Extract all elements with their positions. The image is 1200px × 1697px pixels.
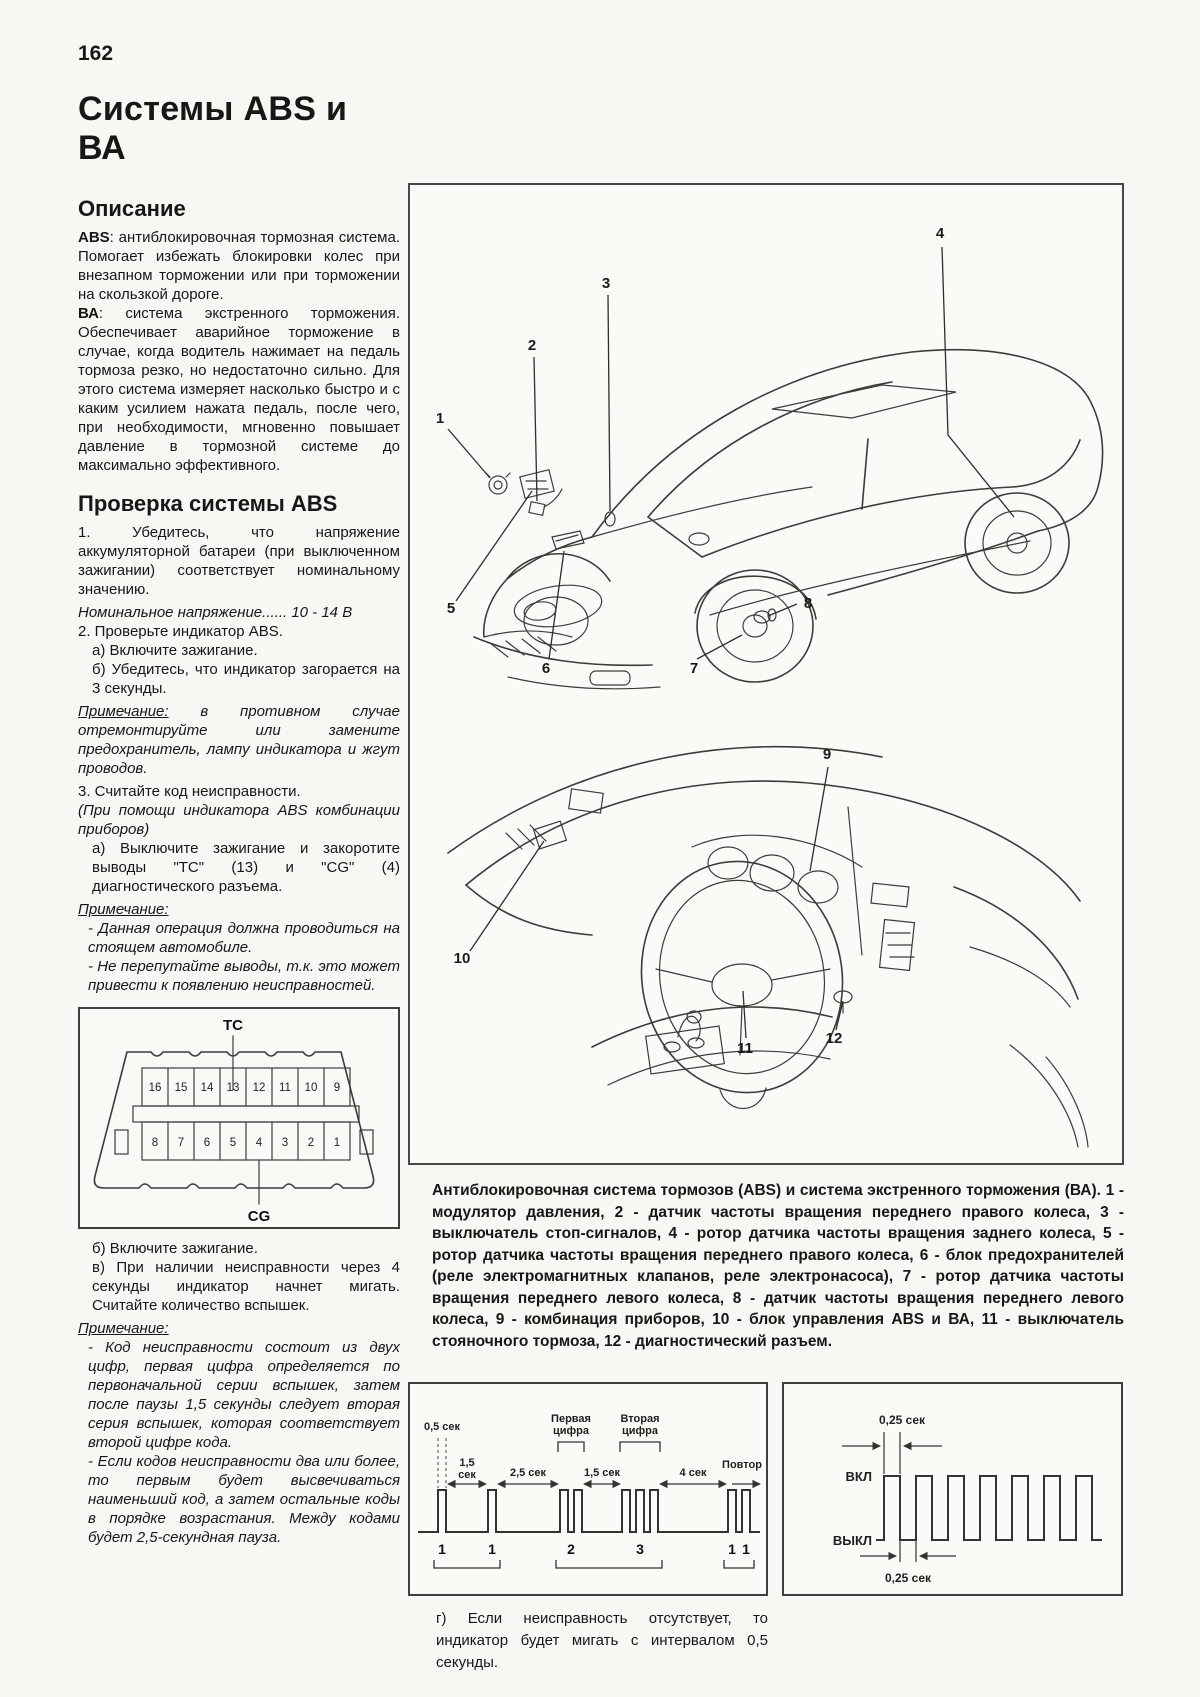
svg-text:9: 9 [822,746,832,763]
svg-text:7: 7 [689,660,699,677]
svg-text:15: 15 [174,1082,188,1094]
pulse-width-guides [438,1438,446,1488]
svg-text:6: 6 [203,1137,211,1149]
connector-outline [94,1052,373,1188]
svg-text:1: 1 [728,1541,736,1557]
left-column [78,42,400,1547]
callout-3 [602,275,610,511]
svg-text:6: 6 [541,660,551,677]
ba-text: : система экстренного торможения. Обеспечивает аварийное торможение в случае, когда водитель нажимает на педаль тормоза резко, но недостаточно сильно. Для этого система измеряет насколько быстро и с каким усилием нажата педаль, после чего, при необходимости, мгновенно повышает давление в тормозной системе до максимально эффективного. [78,305,400,474]
nominal-voltage-line: Номинальное напряжение...... 10 - 14 В [78,604,353,621]
svg-text:1: 1 [438,1541,446,1557]
middle-bar [133,1106,359,1122]
second-digit-bracket [620,1442,660,1452]
svg-text:5: 5 [446,600,456,617]
note-2-heading [78,900,400,919]
note-2-item-2: - Не перепутайте выводы, т.к. это может привести к появлению неисправностей. [88,958,400,994]
callout-4 [936,225,1014,517]
cg-terminal-label: CG [247,1208,271,1225]
callout-5 [447,491,532,617]
svg-text:11: 11 [279,1082,291,1094]
svg-text:1: 1 [488,1541,496,1557]
svg-text:16: 16 [148,1082,162,1094]
svg-text:2: 2 [567,1541,575,1557]
svg-text:4: 4 [935,225,945,242]
first-digit-label-1: Первая [551,1413,591,1425]
top-interval-guides [884,1432,900,1474]
note-3-item-1: - Код неисправности состоит из двух цифр, первая цифра определяется по первоначальной серии вспышек, затем после паузы 1,5 секунды следует вторая серия вспышек, которая соответствует второй цифре кода. [88,1339,400,1451]
description-ba-paragraph [78,304,400,475]
check-step3c: в) При наличии неисправности через 4 секунды индикатор начнет мигать. Считайте количество вспышек. [92,1259,400,1314]
interval-bottom-label: 0,25 сек [884,1571,932,1585]
repeat-gap-label: 4 сек [679,1467,707,1479]
check-step3b: б) Включите зажигание. [92,1240,258,1257]
code-group-brackets [434,1560,754,1568]
on-label: ВКЛ [845,1469,872,1484]
svg-text:4: 4 [255,1137,263,1149]
repeat-label: Повтор [722,1459,762,1471]
flash-counts [438,1541,750,1557]
check-heading: Проверка системы ABS [78,491,338,516]
callout-1 [436,410,490,478]
svg-text:8: 8 [151,1137,159,1149]
svg-text:2: 2 [527,337,537,354]
svg-text:3: 3 [281,1137,289,1149]
off-label: ВЫКЛ [832,1533,872,1548]
bottom-pin-dividers [168,1122,324,1160]
check-step2b: б) Убедитесь, что индикатор загорается на 3 секунды. [92,661,400,697]
top-pin-dividers [168,1068,324,1106]
svg-text:2: 2 [307,1137,315,1149]
abs-components-figure [408,183,1124,1165]
check-step2: 2. Проверьте индикатор ABS. [78,623,283,640]
check-step3-method: (При помощи индикатора ABS комбинации приборов) [78,802,400,838]
svg-text:1: 1 [435,410,445,427]
pause25-label: 2,5 сек [509,1467,547,1479]
note-2-item-1: - Данная операция должна проводиться на стоящем автомобиле. [88,920,400,956]
svg-text:14: 14 [200,1082,214,1094]
svg-text:8: 8 [803,595,813,612]
first-digit-label-2: цифра [553,1425,589,1437]
note-1-label: Примечание: [78,703,169,720]
svg-text:9: 9 [333,1082,341,1094]
flash-code-waveform [410,1384,766,1594]
note-3-label: Примечание: [78,1320,169,1337]
svg-text:5: 5 [229,1137,237,1149]
svg-text:12: 12 [825,1030,843,1047]
left-key-slot [115,1130,128,1154]
no-fault-blink-diagram [782,1382,1123,1596]
svg-text:7: 7 [177,1137,185,1149]
tc-terminal-label: TC [223,1017,243,1034]
callout-9 [810,746,831,871]
gap15-label-2: сек [458,1469,476,1481]
car-line-art [474,350,1103,689]
svg-text:1: 1 [333,1137,341,1149]
first-digit-bracket [558,1442,584,1452]
top-pin-numbers [149,1082,341,1094]
check-step3: 3. Считайте код неисправности. [78,783,301,800]
dashboard-line-art [448,747,1088,1147]
diagnostic-connector-figure [78,1007,400,1229]
check-step1: 1. Убедитесь, что напряжение аккумуляторной батареи (при выключенном зажигании) соответствует номинальному значению. [78,524,400,598]
second-digit-label-1: Вторая [620,1413,660,1425]
digit-gap-label: 1,5 сек [583,1467,621,1479]
blink-waveform [876,1476,1102,1540]
ba-term: ВА [78,305,99,322]
second-digit-label-2: цифра [622,1425,658,1437]
page-number: 162 [78,42,114,65]
svg-text:12: 12 [252,1082,266,1094]
abs-term: ABS [78,229,110,246]
svg-text:1: 1 [742,1541,750,1557]
callout-11 [737,991,753,1057]
interval-top-label: 0,25 сек [878,1413,926,1427]
page-title: Системы ABS и ВА [78,90,348,167]
note-1 [78,702,400,778]
check-step3a: а) Выключите зажигание и закоротите выводы "TC" (13) и "CG" (4) диагностического разъема. [92,840,400,895]
note-2-label: Примечание: [78,901,169,918]
description-abs-paragraph [78,228,400,304]
diagnostic-connector-drawing [81,1010,387,1226]
svg-text:3: 3 [636,1541,644,1557]
svg-text:3: 3 [601,275,611,292]
check-step2a: а) Включите зажигание. [92,642,258,659]
no-fault-note: г) Если неисправность отсутствует, то индикатор будет мигать с интервалом 0,5 секунды. [436,1610,768,1671]
svg-text:10: 10 [304,1082,318,1094]
flash-waveform [418,1490,760,1532]
svg-text:13: 13 [226,1082,240,1094]
callout-2 [528,337,537,501]
note-3-item-2: - Если кодов неисправности два или более, то первым будет высвечиваться наименьший код, а затем остальные коды в порядке возрастания. Между кодами будет 2,5-секундная пауза. [88,1453,400,1546]
bottom-interval-guides [900,1540,916,1562]
pulse-width-label: 0,5 сек [423,1421,461,1433]
note-3-heading [78,1319,400,1338]
svg-text:11: 11 [737,1040,753,1057]
svg-text:10: 10 [453,950,471,967]
flash-code-diagram [408,1382,768,1596]
no-fault-waveform [784,1384,1121,1594]
description-heading: Описание [78,196,186,221]
gap15-label-1: 1,5 [459,1457,475,1469]
figure-caption: Антиблокировочная система тормозов (ABS) и система экстренного торможения (ВА). 1 - модулятор давления, 2 - датчик частоты вращения переднего правого колеса, 3 - выключатель стоп-сигналов, 4 - ротор датчика частоты вращения заднего колеса, 5 - ротор датчика частоты вращения переднего правого колеса, 6 - блок предохранителей (реле электромагнитных клапанов, реле электронасоса), 7 - ротор датчика частоты вращения переднего левого колеса, 8 - датчик частоты вращения переднего левого колеса, 9 - комбинация приборов, 10 - блок управления ABS и ВА, 11 - выключатель стояночного тормоза, 12 - диагностический разъем. [432,1182,1124,1350]
abs-text: : антиблокировочная тормозная система. Помогает избежать блокировки колес при внезапном торможении или при торможении на скользкой дороге. [78,229,400,303]
abs-components-drawing [410,185,1122,1163]
note-1-text: в противном случае отремонтируйте или замените предохранитель, лампу индикатора и жгут проводов. [78,703,400,777]
